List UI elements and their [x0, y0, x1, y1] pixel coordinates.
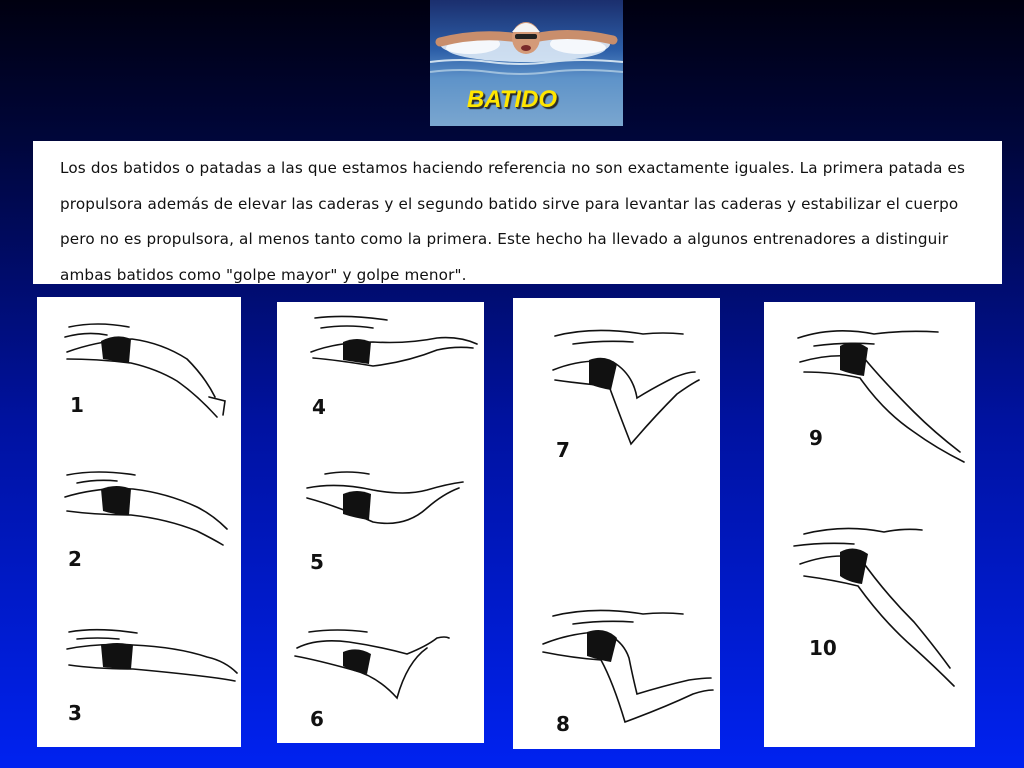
description-panel — [33, 141, 1002, 284]
swimmer-drawings-3 — [513, 298, 720, 749]
swimmer-drawings-2 — [277, 302, 484, 743]
figure-number: 5 — [310, 550, 324, 574]
swimmer-drawings-4 — [764, 302, 975, 747]
figure-number: 8 — [556, 712, 570, 736]
swimmer-drawings-1 — [37, 297, 241, 747]
figure-panel-2 — [277, 302, 484, 743]
figure-number: 3 — [68, 701, 82, 725]
figure-panel-1 — [37, 297, 241, 747]
figure-number: 9 — [809, 426, 823, 450]
description-text: Los dos batidos o patadas a las que estamos haciendo referencia no son exactamente iguales. La primera patada es propulsora además de elevar las caderas y el segundo batido sirve para levantar las caderas y estabilizar el cuerpo pero no es propulsora, al menos tanto como la primera. Este hecho ha llevado a algunos entrenadores a distinguir ambas batidos como "golpe mayor" y golpe menor". — [60, 159, 966, 284]
figure-number: 10 — [809, 636, 837, 660]
page-title: BATIDO — [466, 86, 558, 113]
figure-number: 7 — [556, 438, 570, 462]
figure-number: 6 — [310, 707, 324, 731]
figure-panel-3 — [513, 298, 720, 749]
figure-number: 4 — [312, 395, 326, 419]
figure-panel-4 — [764, 302, 975, 747]
figure-number: 1 — [70, 393, 84, 417]
figure-number: 2 — [68, 547, 82, 571]
